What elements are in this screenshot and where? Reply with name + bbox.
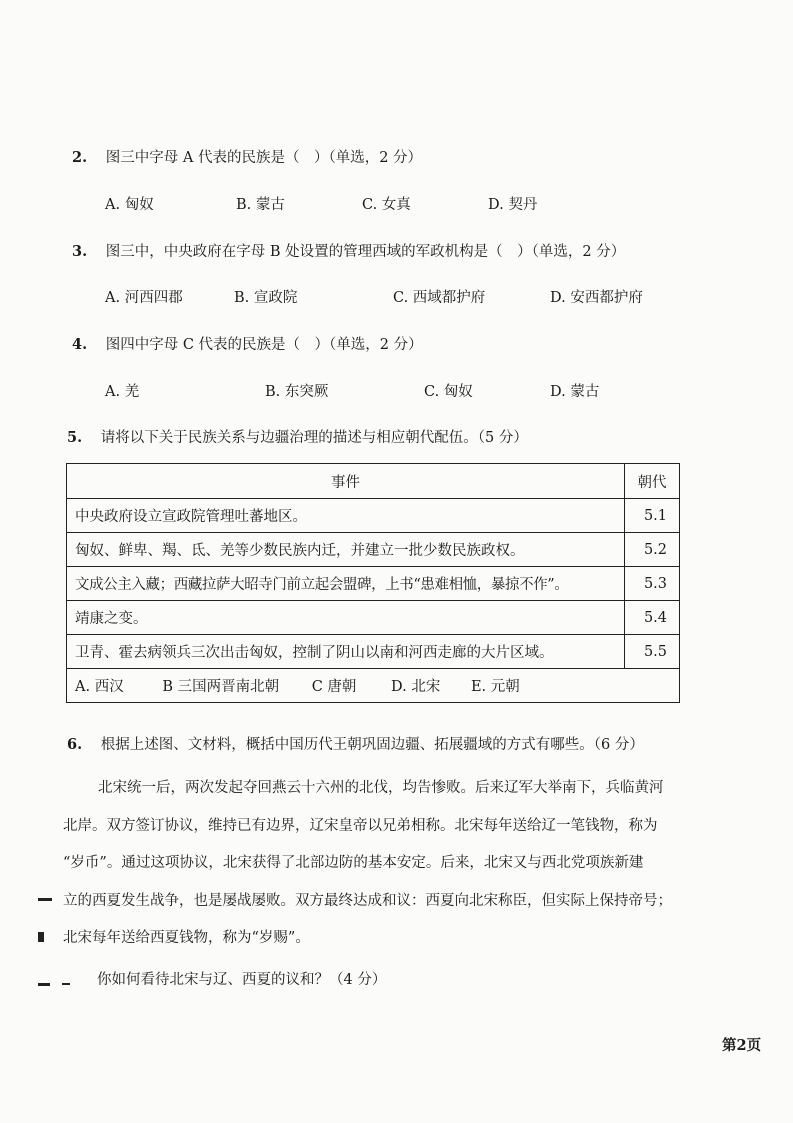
question-text: 根据上述图、文材料，概括中国历代王朝巩固边疆、拓展疆域的方式有哪些。（6 分） [100, 737, 644, 753]
event-cell: 中央政府设立宣政院管理吐蕃地区。 [67, 499, 625, 533]
code-cell: 5.5 [625, 635, 680, 669]
question-number: 4. [72, 336, 88, 353]
question-5 [67, 426, 528, 447]
option: C. 女真 [362, 197, 411, 213]
question-text: 图四中字母 C 代表的民族是（ ）（单选，2 分） [105, 337, 423, 353]
option: B. 宣政院 [234, 290, 298, 306]
option: D. 安西都护府 [550, 290, 643, 306]
option: B. 东突厥 [265, 384, 329, 400]
question-7 [97, 968, 386, 989]
material-line: 北宋每年送给西夏钱物，称为“岁赐”。 [63, 930, 310, 946]
scan-mark [38, 983, 50, 986]
option: C 唐朝 [311, 679, 357, 695]
question-text: 你如何看待北宋与辽、西夏的议和？（4 分） [97, 972, 387, 988]
option: C. 西域都护府 [393, 290, 486, 306]
table-row [67, 533, 680, 567]
table-header-row [67, 464, 680, 499]
option: A. 羌 [105, 384, 140, 400]
question-number: 5. [67, 429, 83, 446]
table-row [67, 601, 680, 635]
question-number: 3. [72, 243, 88, 260]
question-6 [67, 733, 644, 754]
option: A. 西汉 [75, 679, 124, 695]
question-number: 2. [72, 149, 88, 166]
dynasty-options [67, 669, 680, 703]
option: B. 蒙古 [236, 197, 285, 213]
question-2 [72, 146, 422, 167]
option: A. 匈奴 [105, 197, 154, 213]
matching-table [66, 463, 680, 703]
option: A. 河西四郡 [105, 290, 183, 306]
question-3 [72, 240, 625, 261]
scan-mark [62, 983, 70, 985]
option: B 三国两晋南北朝 [162, 679, 280, 695]
table-row [67, 499, 680, 533]
code-cell: 5.2 [625, 533, 680, 567]
material-line: 北宋统一后，两次发起夺回燕云十六州的北伐，均告惨败。后来辽军大举南下，兵临黄河 [98, 780, 664, 796]
table-row [67, 567, 680, 601]
code-cell: 5.3 [625, 567, 680, 601]
question-text: 图三中字母 A 代表的民族是（ ）（单选，2 分） [105, 150, 423, 166]
event-cell: 靖康之变。 [67, 601, 625, 635]
question-4 [72, 333, 423, 354]
table-row [67, 635, 680, 669]
option: E. 元朝 [470, 679, 520, 695]
option: D. 契丹 [488, 197, 538, 213]
header-event: 事件 [67, 464, 625, 499]
scan-mark [38, 932, 44, 942]
material-line: “岁币”。通过这项协议，北宋获得了北部边防的基本安定。后来，北宋又与西北党项族新建 [63, 855, 644, 871]
scan-mark [38, 898, 52, 901]
event-cell: 匈奴、鲜卑、羯、氐、羌等少数民族内迁，并建立一批少数民族政权。 [67, 533, 625, 567]
question-text: 图三中，中央政府在字母 B 处设置的管理西域的军政机构是（ ）（单选，2 分） [105, 244, 626, 260]
options-row [67, 669, 680, 703]
material-line: 立的西夏发生战争，也是屡战屡败。双方最终达成和议：西夏向北宋称臣，但实际上保持帝号； [63, 893, 672, 909]
question-number: 6. [67, 736, 83, 753]
option: C. 匈奴 [424, 384, 473, 400]
material-line: 北岸。双方签订协议，维持已有边界，辽宋皇帝以兄弟相称。北宋每年送给辽一笔钱物，称为 [63, 818, 658, 834]
code-cell: 5.4 [625, 601, 680, 635]
header-dynasty: 朝代 [625, 464, 680, 499]
event-cell: 文成公主入藏；西藏拉萨大昭寺门前立起会盟碑，上书“患难相恤，暴掠不作”。 [67, 567, 625, 601]
option: D. 蒙古 [550, 384, 600, 400]
page-number: 第2页 [722, 1037, 762, 1054]
question-text: 请将以下关于民族关系与边疆治理的描述与相应朝代配伍。（5 分） [100, 430, 528, 446]
event-cell: 卫青、霍去病领兵三次出击匈奴，控制了阴山以南和河西走廊的大片区域。 [67, 635, 625, 669]
code-cell: 5.1 [625, 499, 680, 533]
option: D. 北宋 [391, 679, 441, 695]
